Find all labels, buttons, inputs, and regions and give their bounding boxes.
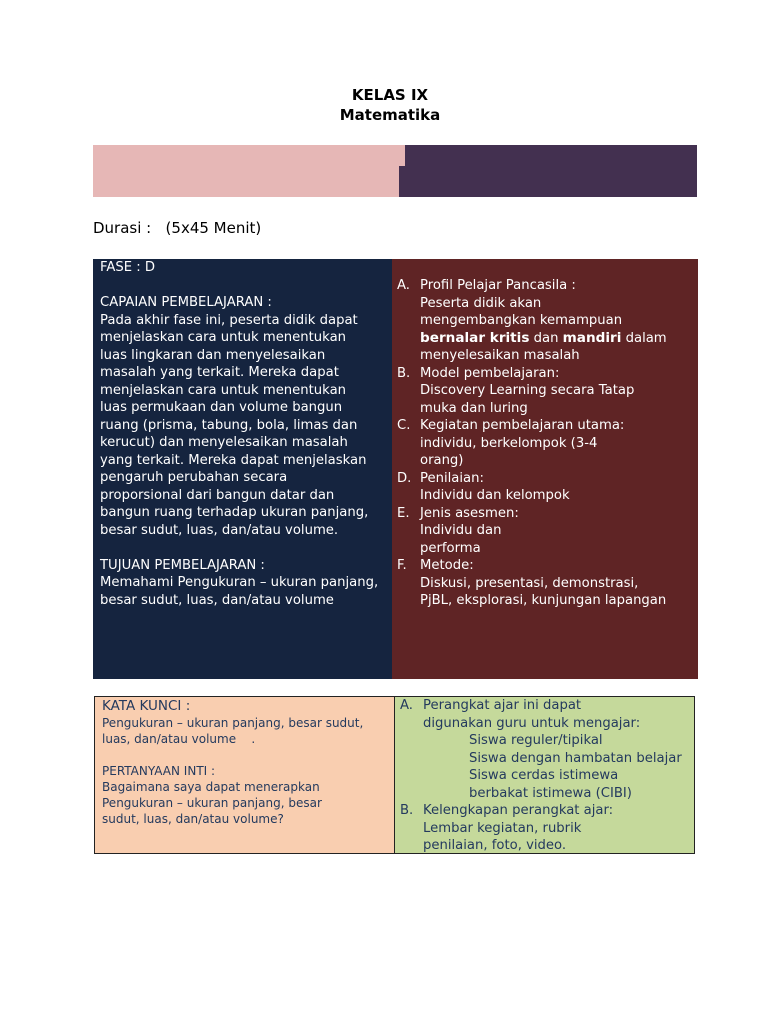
fase-label: FASE : D xyxy=(100,260,156,275)
durasi xyxy=(93,219,261,237)
list-item: B. Model pembelajaran: Discovery Learning secara Tatap muka dan luring xyxy=(397,365,635,416)
list-item: E. Jenis asesmen: Individu dan performa xyxy=(397,505,519,556)
list-item: F. Metode: Diskusi, presentasi, demonstrasi, PjBL, eksplorasi, kunjungan lapangan xyxy=(397,558,667,608)
capaian-line: pengaruh perubahan secara xyxy=(100,470,288,485)
kata-kunci-line: luas, dan/atau volume . xyxy=(102,732,256,746)
capaian-line: proporsional dari bangun datar dan xyxy=(100,487,335,503)
durasi-value: (5x45 Menit) xyxy=(165,219,262,237)
kata-kunci-heading: KATA KUNCI : xyxy=(102,698,191,714)
decor-band-notch xyxy=(399,166,407,197)
tujuan-heading: TUJUAN PEMBELAJARAN : xyxy=(100,557,265,573)
list-item: D. Penilaian: Individu dan kelompok xyxy=(397,470,570,503)
pertanyaan-heading: PERTANYAAN INTI : xyxy=(102,764,216,778)
capaian-line: Pada akhir fase ini, peserta didik dapat xyxy=(100,312,358,328)
pertanyaan-line: Pengukuran – ukuran panjang, besar xyxy=(102,796,322,810)
capaian-line: menjelaskan cara untuk menentukan xyxy=(100,382,347,398)
perangkat-panel xyxy=(394,696,695,854)
capaian-line: ruang (prisma, tabung, bola, limas dan xyxy=(100,417,358,433)
page-title: KELAS IX xyxy=(351,86,429,104)
list-item: A. Perangkat ajar ini dapat digunakan guru untuk mengajar: Siswa reguler/tipikal Siswa dengan hambatan belajar Siswa cerdas istimewa berbakat istimewa (CIBI) xyxy=(400,698,682,801)
capaian-panel xyxy=(93,259,392,679)
capaian-line: menjelaskan cara untuk menentukan xyxy=(100,330,347,345)
capaian-line: kerucut) dan menyelesaikan masalah xyxy=(100,435,348,450)
capaian-line: yang terkait. Mereka dapat menjelaskan xyxy=(100,452,367,468)
kata-kunci-panel xyxy=(94,696,395,854)
capaian-line: besar sudut, luas, dan/atau volume. xyxy=(100,522,339,538)
decor-band-purple xyxy=(405,145,697,197)
tujuan-line: Memahami Pengukuran – ukuran panjang, xyxy=(100,575,379,590)
kata-kunci-line: Pengukuran – ukuran panjang, besar sudut, xyxy=(102,716,364,730)
capaian-heading: CAPAIAN PEMBELAJARAN : xyxy=(100,295,272,310)
list-item: A. Profil Pelajar Pancasila : Peserta didik akan mengembangkan kemampuan bernalar kritis dan mandiri dalam menyelesaikan masalah xyxy=(397,278,667,363)
tujuan-line: besar sudut, luas, dan/atau volume xyxy=(100,592,334,608)
capaian-line: bangun ruang terhadap ukuran panjang, xyxy=(100,505,369,520)
capaian-line: masalah yang terkait. Mereka dapat xyxy=(100,365,339,380)
list-item: B. Kelengkapan perangkat ajar: Lembar kegiatan, rubrik penilaian, foto, video. xyxy=(400,803,614,853)
capaian-line: luas permukaan dan volume bangun xyxy=(100,400,343,415)
pertanyaan-line: Bagaimana saya dapat menerapkan xyxy=(102,780,320,794)
durasi-label: Durasi : xyxy=(93,219,152,237)
capaian-line: luas lingkaran dan menyelesaikan xyxy=(100,347,326,363)
decor-band-pink xyxy=(93,145,405,197)
info-panel xyxy=(392,259,698,679)
list-item: C. Kegiatan pembelajaran utama: individu, berkelompok (3-4 orang) xyxy=(397,418,625,468)
pertanyaan-line: sudut, luas, dan/atau volume? xyxy=(102,812,284,826)
page-subtitle: Matematika xyxy=(339,106,441,124)
